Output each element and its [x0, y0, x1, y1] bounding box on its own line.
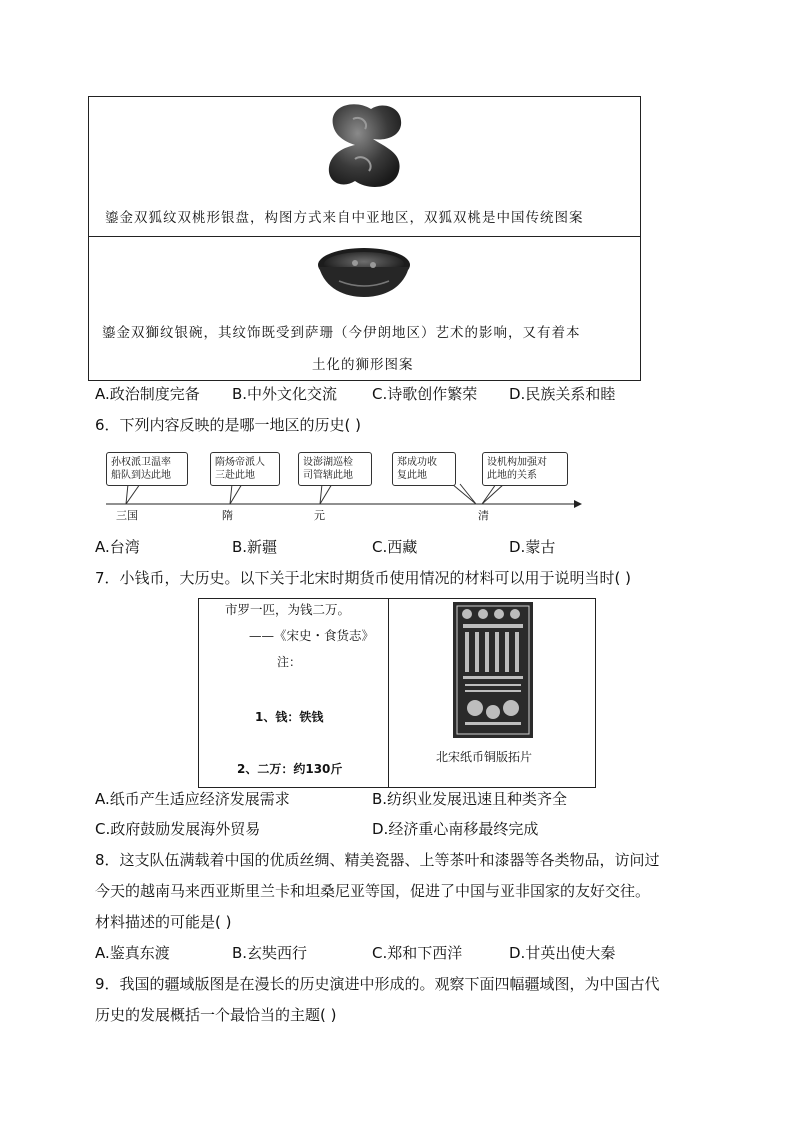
silver-bowl-photo: [315, 243, 413, 301]
song-banknote-rubbing: [453, 602, 533, 738]
q8-option-a[interactable]: A.鉴真东渡: [95, 944, 170, 962]
silver-plate-photo: [325, 97, 407, 193]
q8-line1: 8．这支队伍满载着中国的优质丝绸、精美瓷器、上等茶叶和漆器等各类物品，访问过: [95, 851, 660, 869]
money-table: [198, 598, 596, 788]
era-label-qing: 清: [478, 509, 489, 522]
q9-line1: 9．我国的疆域版图是在漫长的历史演进中形成的。观察下面四幅疆域图，为中国古代: [95, 975, 660, 993]
era-label-sanguo: 三国: [116, 509, 138, 522]
timeline: [100, 448, 585, 528]
q9-line2: 历史的发展概括一个最恰当的主题( ): [95, 1006, 337, 1024]
timeline-box-5: 设机构加强对 此地的关系: [482, 452, 568, 486]
q8-line2: 今天的越南马来西亚斯里兰卡和坦桑尼亚等国，促进了中国与亚非国家的友好交往。: [95, 882, 651, 900]
note-label: 注：: [277, 655, 302, 669]
note-1: 1、钱：铁钱: [255, 710, 324, 724]
artifact-table: [88, 96, 641, 381]
money-table-divider: [388, 599, 389, 787]
q6-option-b[interactable]: B.新疆: [232, 538, 278, 556]
q8-option-c[interactable]: C.郑和下西洋: [372, 944, 463, 962]
q5-option-b[interactable]: B.中外文化交流: [232, 385, 338, 403]
q6-option-d[interactable]: D.蒙古: [509, 538, 556, 556]
timeline-box-4: 郑成功收 复此地: [392, 452, 456, 486]
timeline-box-1: 孙权派卫温率 船队到达此地: [106, 452, 188, 486]
q8-line3: 材料描述的可能是( ): [95, 913, 232, 931]
q7-option-d[interactable]: D.经济重心南移最终完成: [372, 820, 539, 838]
era-label-yuan: 元: [314, 509, 325, 522]
bowl-caption-line1: 鎏金双獅纹银碗，其纹饰既受到萨珊（今伊朗地区）艺术的影响，又有着本: [102, 325, 581, 341]
q7-option-a[interactable]: A.纸币产生适应经济发展需求: [95, 790, 290, 808]
era-label-sui: 隋: [222, 509, 233, 522]
plate-caption: 鎏金双狐纹双桃形银盘，构图方式来自中亚地区，双狐双桃是中国传统图案: [105, 210, 584, 226]
q7-option-c[interactable]: C.政府鼓励发展海外贸易: [95, 820, 261, 838]
q5-option-a[interactable]: A.政治制度完备: [95, 385, 200, 403]
q6-option-a[interactable]: A.台湾: [95, 538, 140, 556]
banknote-caption: 北宋纸币铜版拓片: [436, 750, 533, 764]
q8-option-d[interactable]: D.甘英出使大秦: [509, 944, 616, 962]
timeline-box-2: 隋炀帝派人 三赴此地: [210, 452, 280, 486]
note-2: 2、二万：约130斤: [237, 762, 343, 776]
bowl-caption-line2: 土化的狮形图案: [312, 357, 414, 373]
table-divider: [89, 236, 640, 237]
q5-option-d[interactable]: D.民族关系和睦: [509, 385, 616, 403]
q7-stem: 7．小钱币，大历史。以下关于北宋时期货币使用情况的材料可以用于说明当时( ): [95, 569, 632, 587]
history-quote: 市罗一匹，为钱二万。: [225, 602, 351, 617]
q6-stem: 6．下列内容反映的是哪一地区的历史( ): [95, 416, 362, 434]
q5-option-c[interactable]: C.诗歌创作繁荣: [372, 385, 478, 403]
history-source: ——《宋史・食货志》: [249, 628, 375, 643]
q7-option-b[interactable]: B.纺织业发展迅速且种类齐全: [372, 790, 568, 808]
timeline-box-3: 设澎湖巡检 司管辖此地: [298, 452, 372, 486]
q6-option-c[interactable]: C.西藏: [372, 538, 418, 556]
q8-option-b[interactable]: B.玄奘西行: [232, 944, 308, 962]
